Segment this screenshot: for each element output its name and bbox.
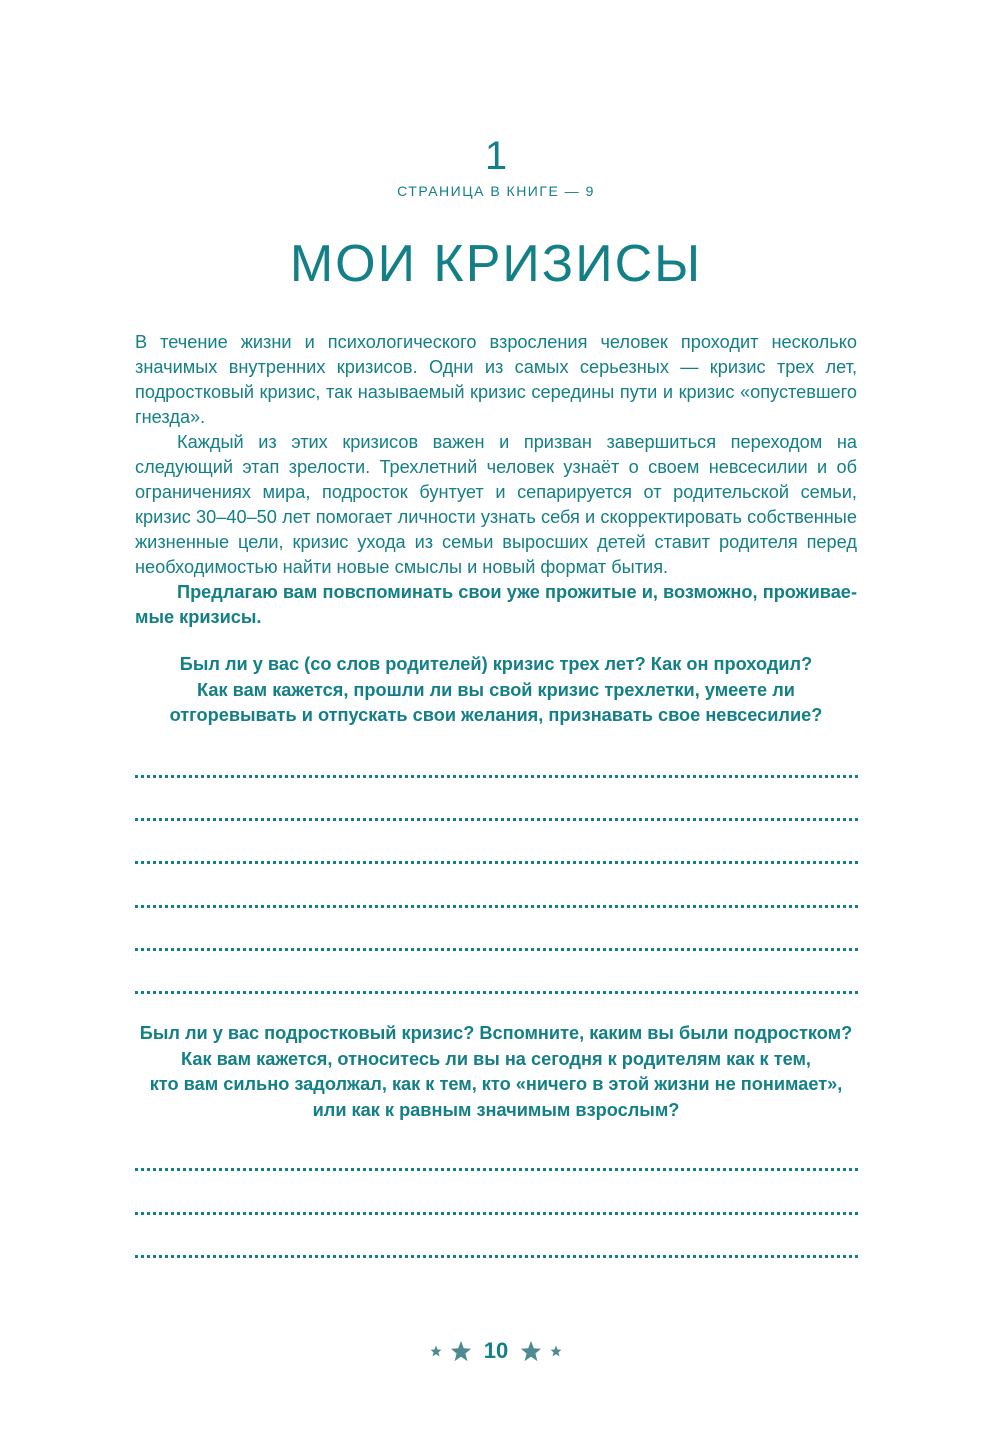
question-line: или как к равным значимым взрослым? xyxy=(312,1099,680,1120)
answer-line[interactable] xyxy=(135,861,858,864)
question-line: Как вам кажется, относитесь ли вы на сегодня к родителям как к тем, xyxy=(181,1048,811,1069)
page-title: МОИ КРИЗИСЫ xyxy=(289,235,703,293)
star-icon xyxy=(520,1340,542,1362)
question-three-year-crisis xyxy=(120,652,872,729)
prompt-paragraph: Предлагаю вам повспоминать свои уже прожитые и, возможно, проживаемые кризисы. xyxy=(135,582,857,627)
question-line: Был ли у вас (со слов родителей) кризис трех лет? Как он проходил? xyxy=(179,654,813,674)
question-teen-crisis xyxy=(120,1021,872,1123)
intro-paragraph: В течение жизни и психологического взросления человек проходит несколько значимых внутренних кризисов. Одни из самых серьезных — кризис трех лет, подростковый кризис, так называемый кризис середины пути и кризис «опустевшего гнезда». xyxy=(135,332,857,427)
question-line: отгоревывать и отпускать свои желания, признавать свое невсесилие? xyxy=(169,705,823,725)
book-page-reference: СТРАНИЦА В КНИГЕ — 9 xyxy=(397,183,595,199)
answer-line[interactable] xyxy=(135,905,858,908)
question-line: Был ли у вас подростковый кризис? Вспомните, каким вы были подростком? xyxy=(139,1023,853,1043)
page-footer xyxy=(0,1338,992,1364)
answer-line[interactable] xyxy=(135,775,858,778)
intro-text xyxy=(135,330,857,630)
star-icon xyxy=(450,1340,472,1362)
page-number: 10 xyxy=(483,1338,509,1363)
question-line: Как вам кажется, прошли ли вы свой кризис трехлетки, умеете ли xyxy=(197,679,795,700)
small-star-icon xyxy=(550,1345,562,1357)
answer-line[interactable] xyxy=(135,1168,858,1171)
question-line: кто вам сильно задолжал, как к тем, кто «ничего в этой жизни не понимает», xyxy=(149,1074,843,1094)
answer-line[interactable] xyxy=(135,1255,858,1258)
answer-line[interactable] xyxy=(135,818,858,821)
answer-line[interactable] xyxy=(135,1212,858,1215)
intro-paragraph: Каждый из этих кризисов важен и призван завершиться переходом на следующий этап зрелости. Трехлетний человек узнаёт о своем невсесилии и об ограничениях мира, подросток бунтует и сепарируется от родительской семьи, кризис 30–40–50 лет помогает личности узнать себя и скорректировать собственные жизненные цели, кризис ухода из семьи выросших детей ставит родителя перед необходимостью найти новые смыслы и новый формат бытия. xyxy=(135,432,857,577)
answer-line[interactable] xyxy=(135,948,858,951)
small-star-icon xyxy=(430,1345,442,1357)
chapter-number: 1 xyxy=(484,134,508,178)
answer-line[interactable] xyxy=(135,991,858,994)
